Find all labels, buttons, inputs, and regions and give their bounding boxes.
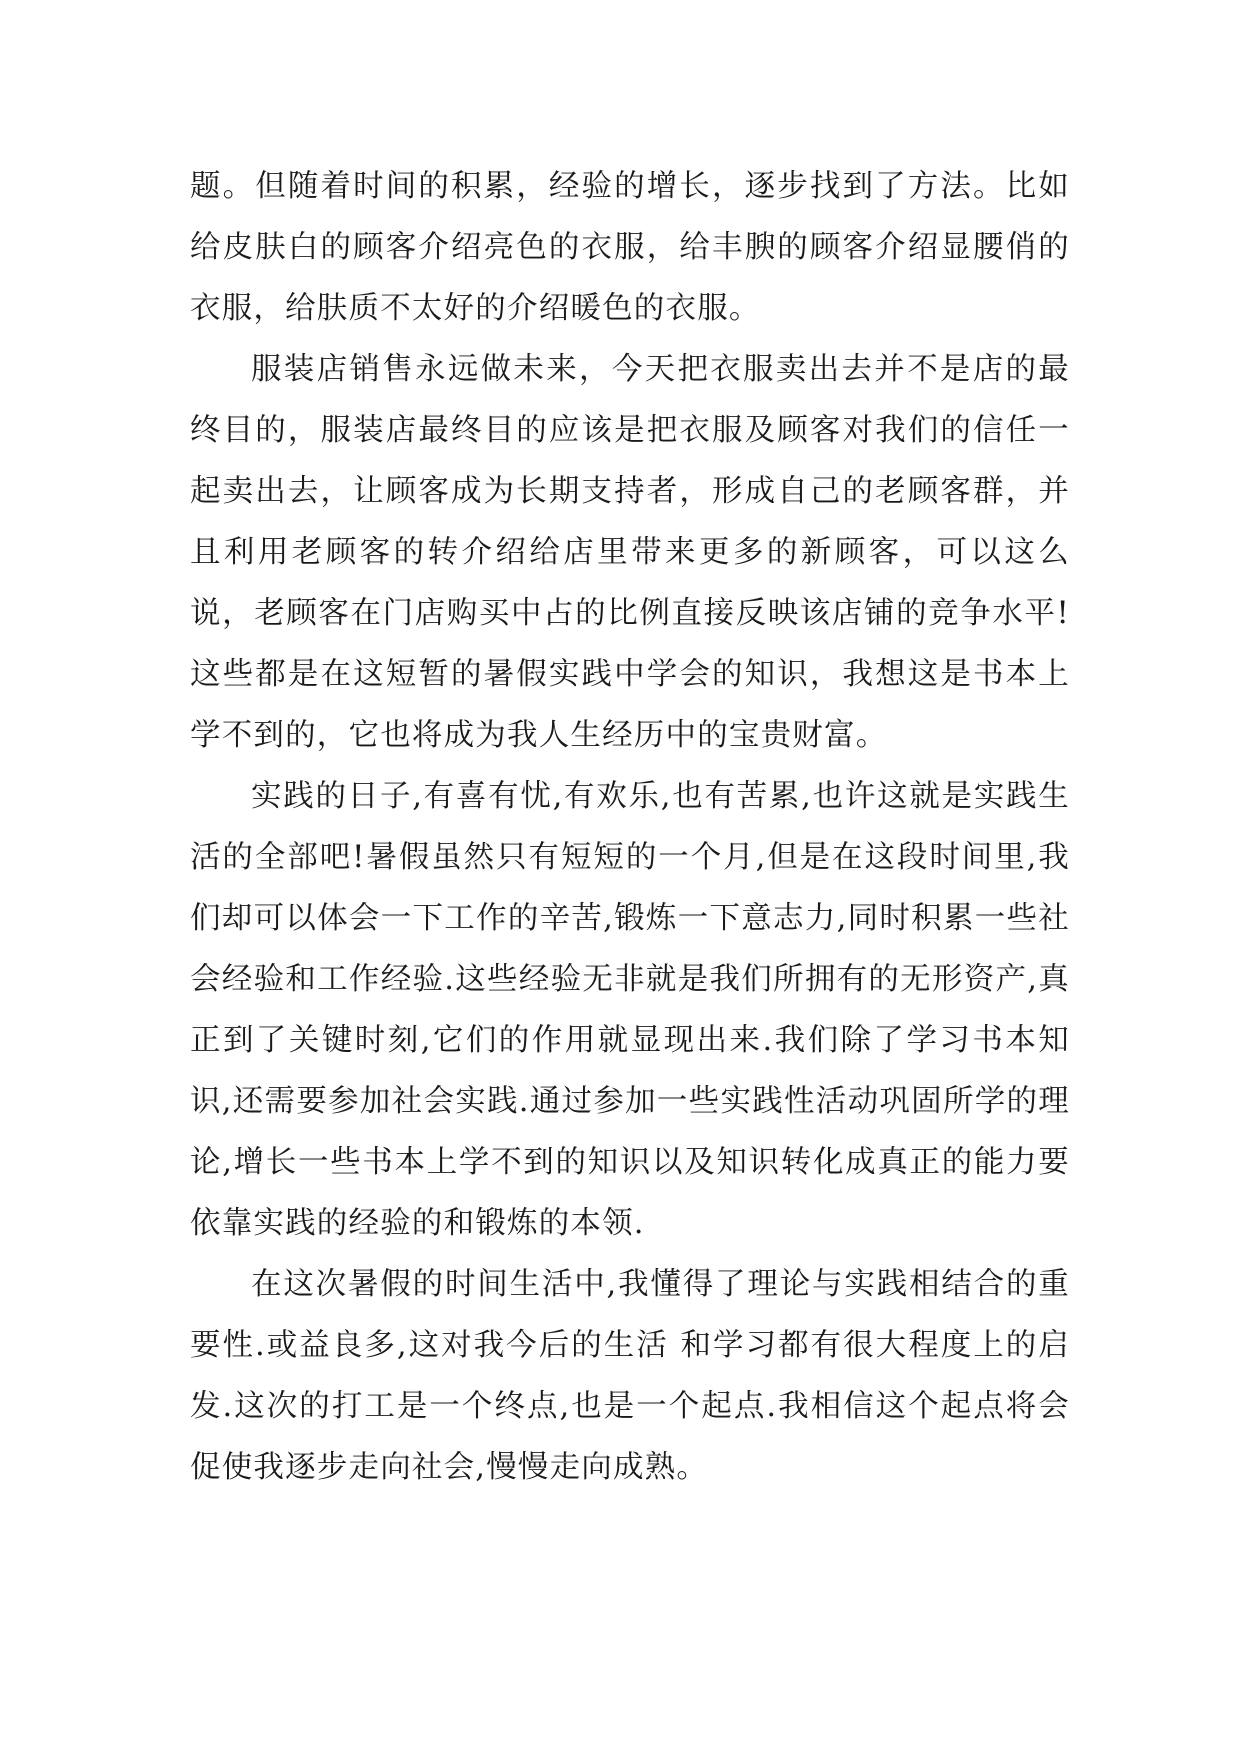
paragraph-3: 实践的日子,有喜有忧,有欢乐,也有苦累,也许这就是实践生活的全部吧!暑假虽然只有短短的一个月,但是在这段时间里,我们却可以体会一下工作的辛苦,锻炼一下意志力,同时积累一些社会经验和工作经验.这些经验无非就是我们所拥有的无形资产,真正到了关键时刻,它们的作用就显现出来.我们除了学习书本知识,还需要参加社会实践.通过参加一些实践性活动巩固所学的理论,增长一些书本上学不到的知识以及知识转化成真正的能力要依靠实践的经验的和锻炼的本领.	[190, 779, 1070, 1241]
paragraph-2: 服装店销售永远做未来，今天把衣服卖出去并不是店的最终目的，服装店最终目的应该是把衣服及顾客对我们的信任一起卖出去，让顾客成为长期支持者，形成自己的老顾客群，并且利用老顾客的转介绍给店里带来更多的新顾客，可以这么说，老顾客在门店购买中占的比例直接反映该店铺的竞争水平!这些都是在这短暂的暑假实践中学会的知识，我想这是书本上学不到的，它也将成为我人生经历中的宝贵财富。	[190, 352, 1070, 753]
document-page	[190, 156, 1070, 1498]
paragraph-4: 在这次暑假的时间生活中,我懂得了理论与实践相结合的重要性.或益良多,这对我今后的生活 和学习都有很大程度上的启发.这次的打工是一个终点,也是一个起点.我相信这个起点将会促使我逐步走向社会,慢慢走向成熟。	[190, 1267, 1070, 1485]
paragraph-1: 题。但随着时间的积累，经验的增长，逐步找到了方法。比如给皮肤白的顾客介绍亮色的衣服，给丰腴的顾客介绍显腰俏的衣服，给肤质不太好的介绍暖色的衣服。	[190, 169, 1070, 326]
